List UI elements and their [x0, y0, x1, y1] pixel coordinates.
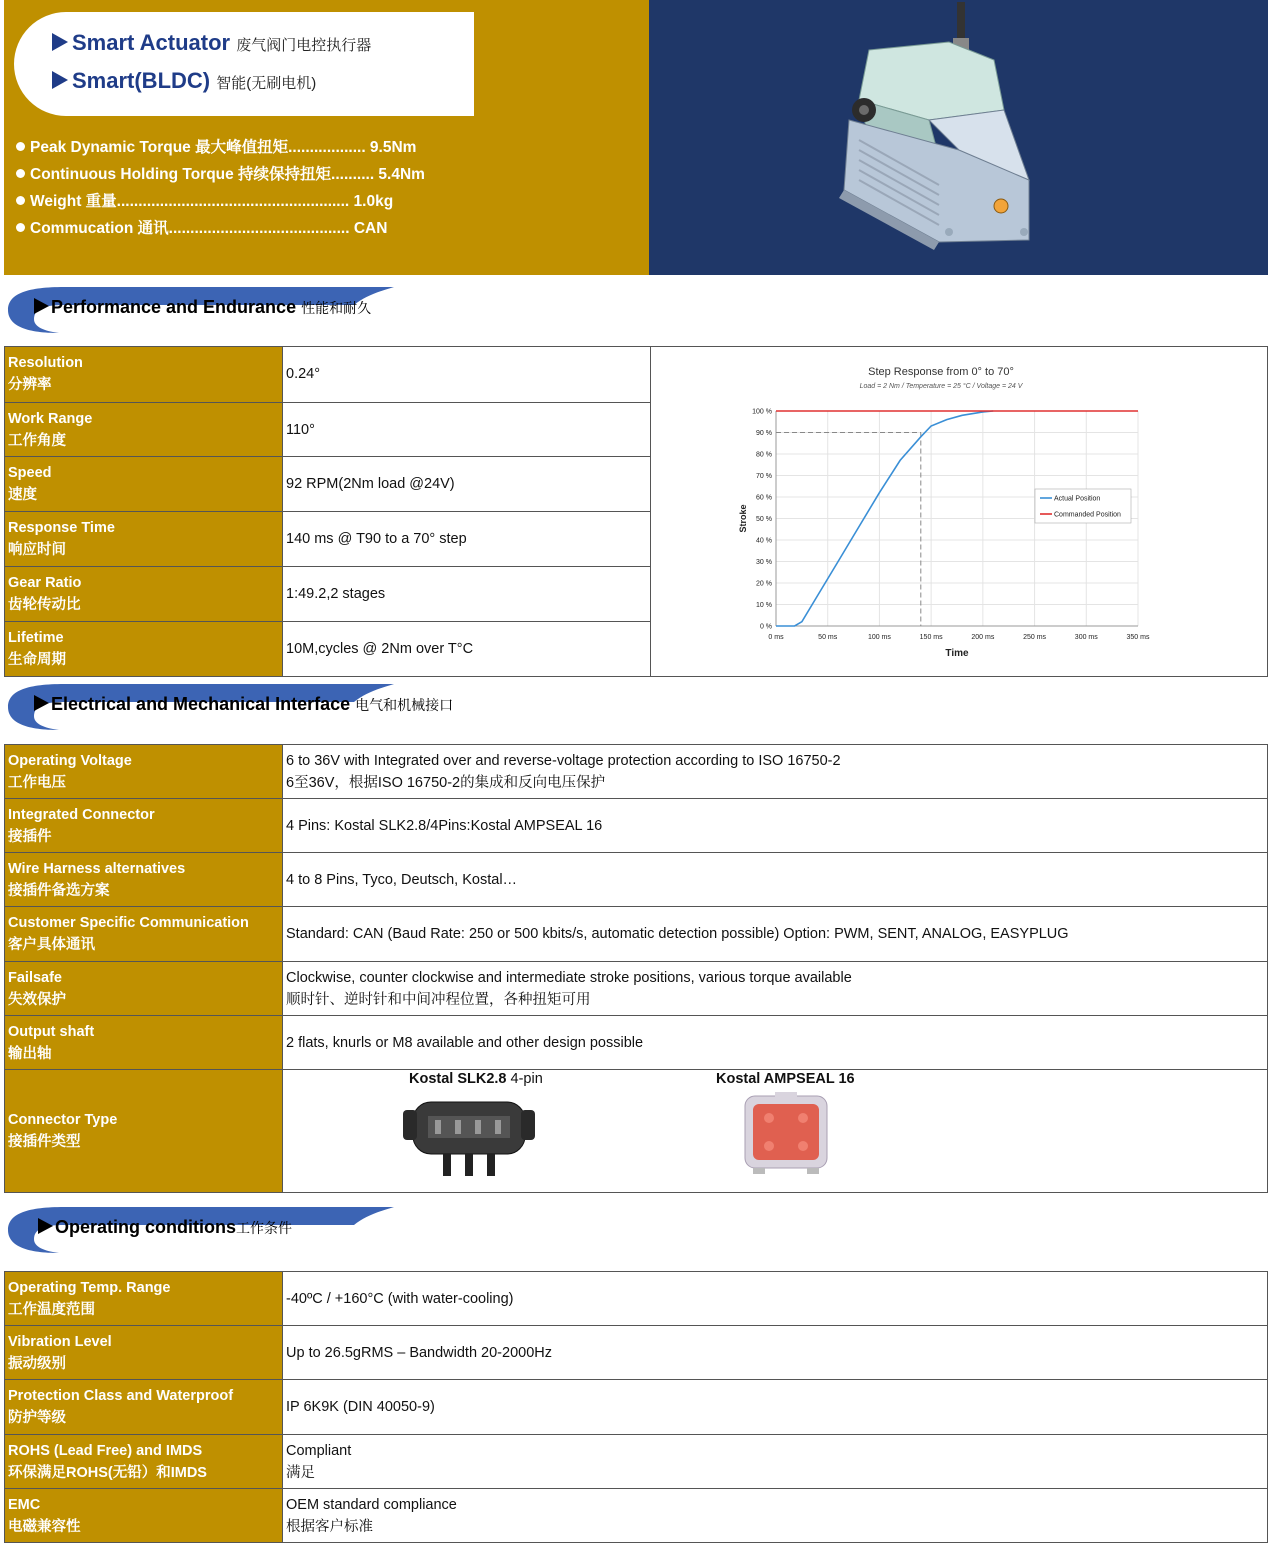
- table-row: [5, 962, 1268, 1016]
- label-en: Failsafe: [8, 969, 62, 986]
- value-line: 10M,cycles @ 2Nm over T°C: [286, 641, 474, 658]
- spec-label: [5, 962, 283, 1016]
- spec-communication: Commucation 通讯.......................................... CAN: [16, 216, 387, 238]
- spec-label: [5, 566, 283, 622]
- operating-table: [4, 1271, 1268, 1543]
- table-row: [5, 1380, 1268, 1435]
- header-left-panel: [4, 0, 649, 275]
- table-row: [5, 1016, 1268, 1070]
- label-cn: 环保满足ROHS(无铅）和IMDS: [8, 1464, 207, 1481]
- electrical-table: [4, 744, 1268, 1193]
- label-en: ROHS (Lead Free) and IMDS: [8, 1442, 203, 1459]
- label-en: Work Range: [8, 410, 93, 427]
- spec-label: [5, 402, 283, 457]
- triangle-icon: [34, 695, 49, 711]
- spec-label: [5, 745, 283, 799]
- spec-value: [283, 457, 651, 512]
- table-row: [5, 1435, 1268, 1489]
- label-cn: 齿轮传动比: [8, 596, 81, 613]
- spec-value: [283, 1016, 1268, 1070]
- x-axis-label: Time: [945, 648, 969, 659]
- spec-label: [5, 1016, 283, 1070]
- section-banner-performance: [4, 283, 404, 337]
- connector-right-label: Kostal AMPSEAL 16: [716, 1071, 855, 1087]
- title-box: [14, 12, 474, 116]
- spec-label: [5, 1435, 283, 1489]
- value-line-cn: 6至36V，根据ISO 16750-2的集成和反向电压保护: [286, 774, 606, 791]
- connector-left-label: Kostal SLK2.8 4-pin: [409, 1071, 543, 1087]
- label-en: Response Time: [8, 519, 115, 536]
- value-line-cn: 根据客户标准: [286, 1518, 373, 1535]
- spec-value: [283, 402, 651, 457]
- spec-label: [5, 1326, 283, 1380]
- y-tick-label: 10 %: [756, 602, 772, 609]
- legend-entry: Actual Position: [1054, 495, 1101, 503]
- spec-label: [5, 1070, 283, 1193]
- x-tick-label: 350 ms: [1126, 634, 1150, 641]
- value-line: 0.24°: [286, 366, 321, 383]
- value-line: IP 6K9K (DIN 40050-9): [286, 1399, 435, 1415]
- value-line: -40ºC / +160°C (with water-cooling): [286, 1290, 514, 1307]
- spec-label: [5, 347, 283, 403]
- product-title: [52, 30, 371, 56]
- value-line-cn: 满足: [286, 1464, 315, 1481]
- y-tick-label: 40 %: [756, 537, 772, 545]
- bullet-icon: [16, 223, 25, 232]
- x-tick-label: 250 ms: [1023, 634, 1047, 641]
- y-tick-label: 0 %: [759, 623, 772, 631]
- spec-label: [5, 799, 283, 853]
- table-row: [5, 907, 1268, 962]
- label-en: Integrated Connector: [8, 806, 155, 823]
- spec-value: [283, 622, 651, 677]
- y-tick-label: 100 %: [752, 408, 772, 416]
- x-tick-label: 300 ms: [1074, 634, 1098, 641]
- connector-images: [283, 1070, 1268, 1193]
- label-cn: 工作温度范围: [8, 1301, 95, 1318]
- spec-value: [283, 347, 651, 403]
- header: [4, 0, 1268, 275]
- label-en: Customer Specific Communication: [8, 915, 249, 931]
- spec-value: [283, 1435, 1268, 1489]
- label-cn: 失效保护: [8, 991, 66, 1008]
- section-banner-operating: [4, 1203, 404, 1257]
- label-cn: 速度: [8, 487, 37, 504]
- value-line: OEM standard compliance: [286, 1496, 457, 1513]
- spec-value: [283, 1489, 1268, 1543]
- subtitle-en: Smart(BLDC): [72, 68, 211, 93]
- y-tick-label: 50 %: [756, 516, 772, 523]
- title-en: Smart Actuator: [72, 30, 231, 55]
- performance-table: [4, 346, 1268, 677]
- label-en: Resolution: [8, 355, 83, 372]
- subtitle-cn: 智能(无刷电机): [216, 75, 317, 92]
- table-row: [5, 347, 1268, 403]
- spec-label: [5, 511, 283, 566]
- spec-label: [5, 1380, 283, 1435]
- spec-peak-torque: Peak Dynamic Torque 最大峰值扭矩.................. 9.5Nm: [16, 135, 416, 157]
- x-tick-label: 100 ms: [867, 634, 891, 641]
- table-row: [5, 1489, 1268, 1543]
- label-cn: 输出轴: [8, 1045, 52, 1062]
- value-line: 6 to 36V with Integrated over and reverse-voltage protection according to ISO 16750-2: [286, 752, 841, 769]
- spec-value: [283, 745, 1268, 799]
- section-banner-electrical: [4, 680, 454, 734]
- spec-label: [5, 622, 283, 677]
- spec-label: [5, 853, 283, 907]
- spec-value: [283, 907, 1268, 962]
- label-cn: 客户具体通讯: [8, 937, 95, 953]
- label-cn: 防护等级: [8, 1410, 66, 1426]
- spec-value: [283, 1272, 1268, 1326]
- y-tick-label: 80 %: [756, 451, 772, 459]
- x-tick-label: 150 ms: [919, 634, 943, 641]
- bullet-icon: [16, 169, 25, 178]
- spec-value: [283, 1380, 1268, 1435]
- spec-label: [5, 1489, 283, 1543]
- chart-subtitle: Load = 2 Nm / Temperature = 25 °C / Voltage = 24 V: [859, 383, 1023, 390]
- label-en: Lifetime: [8, 630, 64, 647]
- spec-value: [283, 1326, 1268, 1380]
- y-tick-label: 60 %: [756, 494, 772, 502]
- actuator-product-image: [649, 0, 1268, 275]
- table-row: [5, 853, 1268, 907]
- connector-drawings: [283, 1088, 1263, 1188]
- section-title: Operating conditions工作条件: [38, 1217, 292, 1238]
- spec-label: [5, 907, 283, 962]
- label-cn: 接插件类型: [8, 1134, 81, 1150]
- triangle-icon: [52, 71, 68, 89]
- chart-title: Step Response from 0° to 70°: [868, 366, 1014, 378]
- spec-weight: Weight 重量...................................................... 1.0kg: [16, 189, 393, 211]
- label-cn: 振动级别: [8, 1355, 66, 1372]
- step-response-chart-cell: [651, 347, 1268, 677]
- spec-label: [5, 457, 283, 512]
- triangle-icon: [34, 298, 49, 314]
- label-cn: 电磁兼容性: [8, 1518, 81, 1535]
- y-tick-label: 30 %: [756, 559, 772, 566]
- value-line: 2 flats, knurls or M8 available and other design possible: [286, 1034, 644, 1051]
- label-cn: 接插件备选方案: [8, 882, 110, 899]
- value-line: 1:49.2,2 stages: [286, 585, 386, 602]
- step-response-chart: [651, 347, 1267, 671]
- value-line: 92 RPM(2Nm load @24V): [286, 476, 455, 493]
- value-line: Up to 26.5gRMS – Bandwidth 20-2000Hz: [286, 1344, 552, 1361]
- kostal-ampseal-connector-icon: [745, 1092, 827, 1174]
- y-tick-label: 70 %: [756, 473, 772, 480]
- product-subtitle: [52, 68, 316, 94]
- spec-value: [283, 853, 1268, 907]
- spec-value: [283, 962, 1268, 1016]
- legend-entry: Commanded Position: [1054, 511, 1121, 519]
- label-cn: 分辨率: [8, 377, 52, 394]
- title-cn: 废气阀门电控执行器: [236, 37, 372, 54]
- value-line: 140 ms @ T90 to a 70° step: [286, 530, 467, 547]
- section-title: Electrical and Mechanical Interface 电气和机械接口: [34, 694, 453, 715]
- label-cn: 工作角度: [8, 432, 66, 449]
- label-en: Operating Voltage: [8, 752, 132, 769]
- value-line-cn: 顺时针、逆时针和中间冲程位置，各种扭矩可用: [286, 991, 591, 1008]
- value-line: 4 Pins: Kostal SLK2.8/4Pins:Kostal AMPSEAL 16: [286, 817, 603, 834]
- table-row: [5, 799, 1268, 853]
- value-line: 110°: [286, 421, 315, 438]
- value-line: Standard: CAN (Baud Rate: 250 or 500 kbits/s, automatic detection possible) Option: PWM, SENT, ANALOG, EASYPLUG: [286, 926, 1069, 942]
- x-tick-label: 200 ms: [971, 634, 995, 641]
- spec-value: [283, 566, 651, 622]
- value-line: Compliant: [286, 1442, 352, 1459]
- label-en: Connector Type: [8, 1112, 118, 1128]
- spec-label: [5, 1272, 283, 1326]
- x-tick-label: 50 ms: [818, 634, 838, 641]
- y-axis-label: Stroke: [738, 504, 748, 533]
- label-en: Output shaft: [8, 1023, 95, 1040]
- label-en: Gear Ratio: [8, 574, 82, 591]
- label-en: Speed: [8, 465, 52, 482]
- triangle-icon: [52, 33, 68, 51]
- x-tick-label: 0 ms: [768, 634, 784, 641]
- section-title: Performance and Endurance 性能和耐久: [34, 297, 371, 318]
- bullet-icon: [16, 196, 25, 205]
- header-product-panel: [649, 0, 1268, 275]
- label-cn: 响应时间: [8, 541, 66, 558]
- triangle-icon: [38, 1218, 53, 1234]
- table-row: [5, 745, 1268, 799]
- y-tick-label: 90 %: [756, 430, 772, 437]
- bullet-icon: [16, 142, 25, 151]
- label-en: Vibration Level: [8, 1333, 112, 1350]
- label-cn: 生命周期: [8, 652, 66, 669]
- value-line: 4 to 8 Pins, Tyco, Deutsch, Kostal…: [286, 871, 518, 888]
- value-line: Clockwise, counter clockwise and intermediate stroke positions, various torque available: [286, 969, 852, 986]
- label-en: Operating Temp. Range: [8, 1279, 171, 1296]
- spec-value: [283, 511, 651, 566]
- kostal-slk-connector-icon: [403, 1102, 535, 1176]
- label-en: EMC: [8, 1496, 41, 1513]
- spec-value: [283, 799, 1268, 853]
- label-cn: 工作电压: [8, 774, 66, 791]
- label-en: Protection Class and Waterproof: [8, 1388, 234, 1404]
- table-row: [5, 1272, 1268, 1326]
- label-cn: 接插件: [8, 828, 52, 845]
- table-row-connector: [5, 1070, 1268, 1193]
- label-en: Wire Harness alternatives: [8, 860, 186, 877]
- spec-holding-torque: Continuous Holding Torque 持续保持扭矩.......... 5.4Nm: [16, 162, 425, 184]
- y-tick-label: 20 %: [756, 580, 772, 588]
- table-row: [5, 1326, 1268, 1380]
